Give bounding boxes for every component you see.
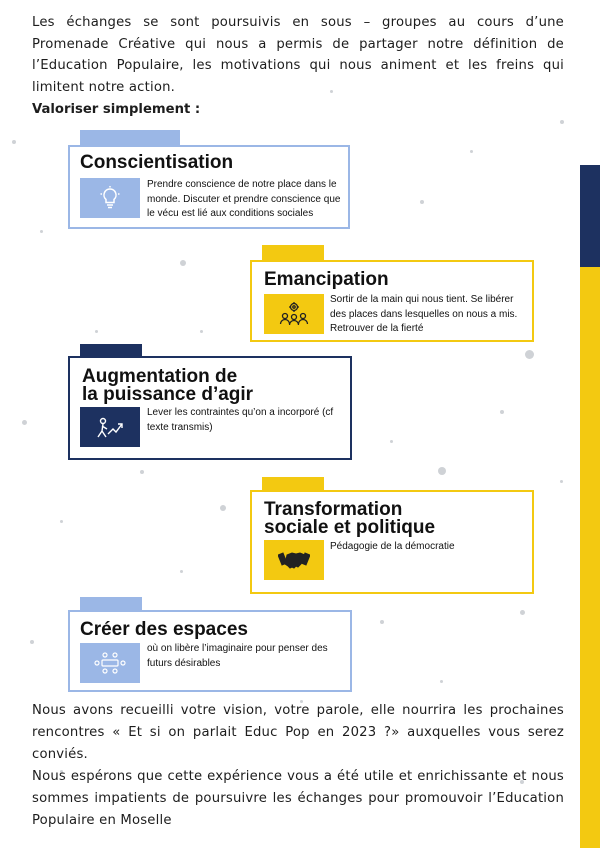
card-title-line1: Augmentation de bbox=[82, 366, 238, 387]
intro-paragraph: Les échanges se sont poursuivis en sous – groupes au cours d’une Promenade Créative qui nous a permis de partager notre définition de l’Education Populaire, les motivations qui nous animent et les freins qui limitent notre action. bbox=[32, 15, 564, 95]
growth-person-icon bbox=[80, 407, 140, 447]
card-title-line2: sociale et politique bbox=[264, 517, 436, 538]
meeting-table-icon bbox=[80, 643, 140, 683]
card-title-line2: la puissance d’agir bbox=[82, 384, 254, 405]
card-text: où on libère l’imaginaire pour penser des futurs désirables bbox=[147, 643, 328, 669]
outro-paragraph-2: Nous espérons que cette expérience vous a été utile et enrichissante et nous sommes impatients de poursuivre les échanges pour promouvoir l’Education Populaire en Moselle bbox=[32, 769, 564, 828]
card-text: Prendre conscience de notre place dans le monde. Discuter et prendre conscience que le vécu est lié aux conditions sociales bbox=[147, 179, 341, 219]
card-text: Lever les contraintes qu’on a incorporé (cf texte transmis) bbox=[147, 407, 334, 433]
card-title-line1: Transformation bbox=[264, 499, 403, 520]
card-text: Sortir de la main qui nous tient. Se libérer des places dans lesquelles on nous a mis. Retrouver de la fierté bbox=[330, 294, 518, 334]
side-bar-yellow bbox=[580, 267, 600, 848]
lightbulb-icon bbox=[80, 178, 140, 218]
side-bar-navy bbox=[580, 165, 600, 267]
team-gear-icon bbox=[264, 294, 324, 334]
handshake-icon bbox=[264, 540, 324, 580]
card-title: Emancipation bbox=[264, 269, 389, 290]
section-subtitle: Valoriser simplement : bbox=[32, 102, 201, 117]
card-title: Créer des espaces bbox=[80, 619, 248, 640]
card-title: Conscientisation bbox=[80, 152, 234, 173]
card-text: Pédagogie de la démocratie bbox=[330, 541, 455, 552]
outro-paragraph-1: Nous avons recueilli votre vision, votre parole, elle nourrira les prochaines rencontres « Et si on parlait Educ Pop en 2023 ?» auxquelles vous serez conviés. bbox=[32, 703, 564, 762]
